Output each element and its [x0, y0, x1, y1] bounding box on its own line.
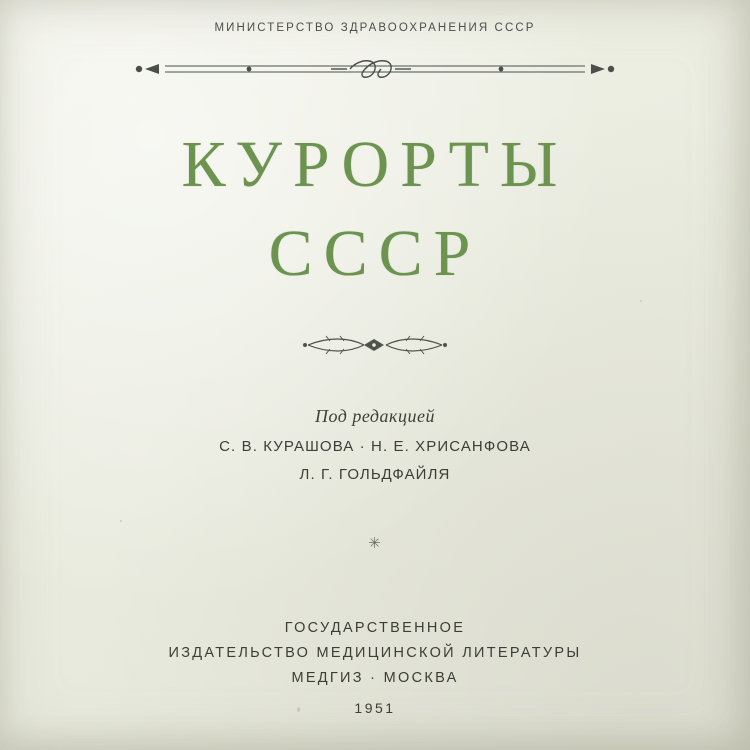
ministry-line: МИНИСТЕРСТВО ЗДРАВООХРАНЕНИЯ СССР [214, 22, 536, 34]
page-title [182, 130, 569, 296]
imprint-line-1: ГОСУДАРСТВЕННОЕ [284, 620, 466, 636]
editors-block [219, 406, 531, 483]
editors-line-1: С. В. КУРАШОВА · Н. Е. ХРИСАНФОВА [219, 437, 531, 455]
title-line-1: КУРОРТЫ [181, 128, 569, 201]
star-ornament: ✳ [368, 535, 382, 552]
title-line-2: СССР [268, 217, 482, 291]
imprint-line-2: ИЗДАТЕЛЬСТВО МЕДИЦИНСКОЙ ЛИТЕРАТУРЫ [168, 644, 582, 661]
imprint-line-3: МЕДГИЗ · МОСКВА [291, 669, 459, 686]
editors-label: Под редакцией [315, 405, 435, 426]
imprint-year: 1951 [354, 699, 396, 716]
double-rule-ornament [125, 56, 625, 82]
editors-line-2: Л. Г. ГОЛЬДФАЙЛЯ [299, 465, 451, 483]
leaf-flourish-ornament [300, 332, 450, 358]
